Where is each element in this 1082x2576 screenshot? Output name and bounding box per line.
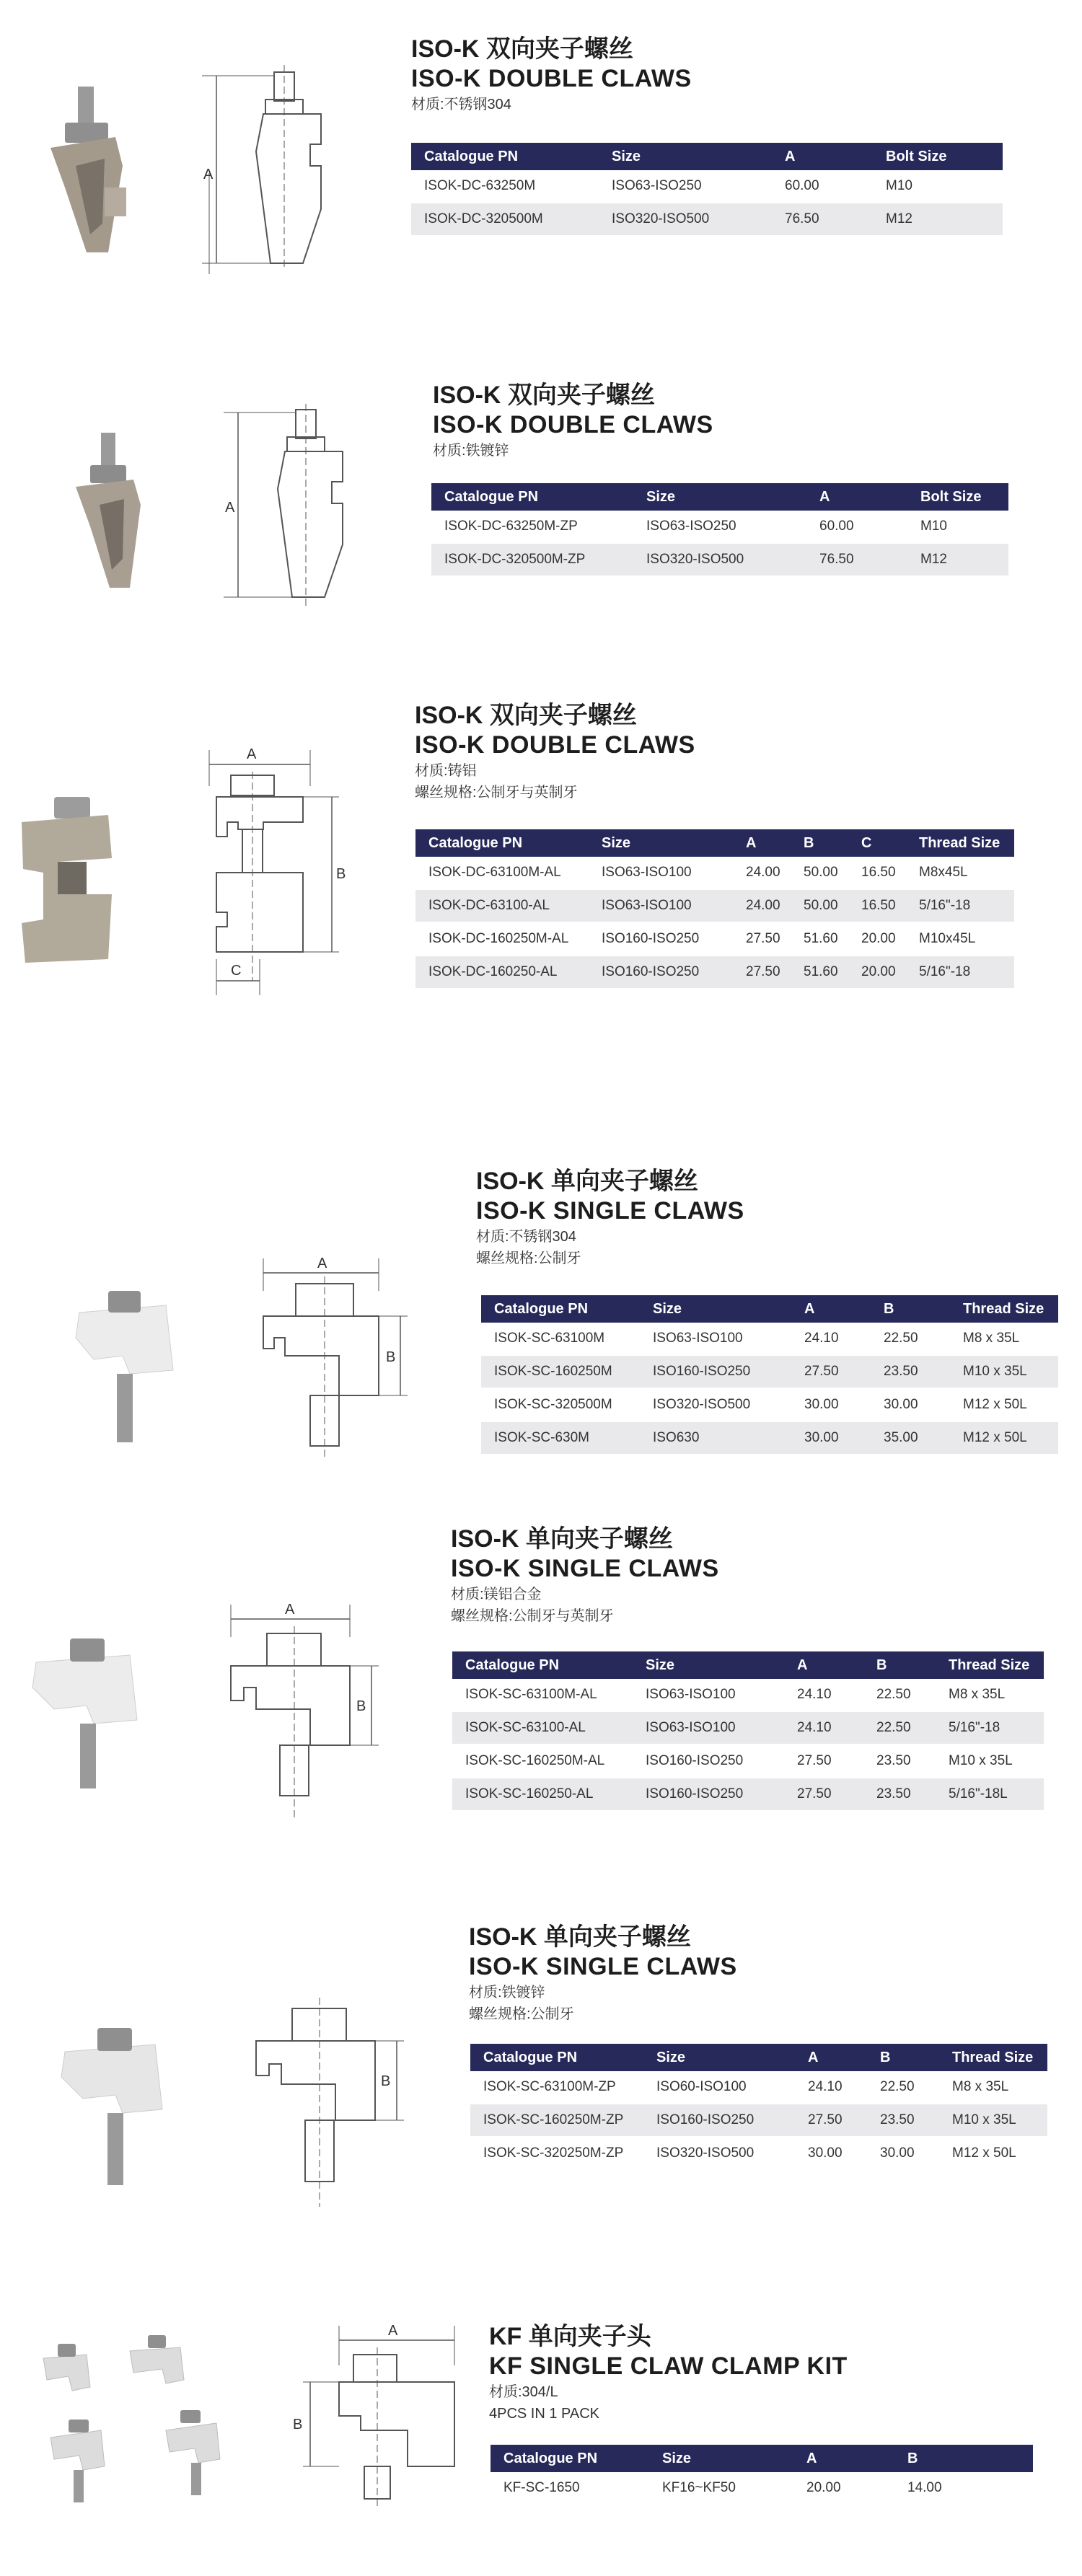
table-cell: M8x45L — [906, 857, 1014, 889]
table-row — [415, 889, 1014, 922]
table-cell: 22.50 — [867, 2071, 939, 2104]
section-cn-title: KF 单向夹子头 — [489, 2323, 651, 2350]
dim-label-a: A — [388, 2323, 398, 2339]
section-spec-line: 螺丝规格:公制牙 — [476, 1250, 581, 1266]
table-header-row — [415, 829, 1014, 857]
table-cell: 24.10 — [791, 1323, 871, 1355]
table-row — [431, 543, 1008, 576]
section-spec-line: 材质:镁铝合金 — [451, 1587, 542, 1602]
table-cell: ISO63-ISO100 — [589, 889, 733, 922]
dim-label-a: A — [285, 1602, 295, 1618]
col-header: Size — [643, 2044, 795, 2071]
table-cell: 76.50 — [772, 203, 873, 236]
table-row — [470, 2104, 1047, 2137]
table-cell: ISOK-DC-63100-AL — [415, 889, 589, 922]
table-cell: 24.00 — [733, 889, 791, 922]
product-section-2 — [0, 346, 1082, 635]
table-cell: 51.60 — [791, 956, 848, 989]
section-4-head — [476, 1167, 744, 1269]
table-cell: 23.50 — [871, 1355, 950, 1388]
col-header: A — [793, 2445, 894, 2472]
dim-label-a: A — [247, 746, 257, 762]
col-header: A — [772, 143, 873, 170]
table-cell: ISO63-ISO100 — [589, 857, 733, 889]
table-cell: 76.50 — [806, 543, 907, 576]
table-cell: ISO160-ISO250 — [633, 1744, 784, 1778]
col-header: B — [894, 2445, 1033, 2472]
section-5-head — [451, 1525, 719, 1627]
table-row — [452, 1744, 1044, 1778]
dim-label-c: C — [231, 963, 242, 979]
col-header: Thread Size — [906, 829, 1014, 857]
table-cell: M12 — [873, 203, 1003, 236]
section-spec-line: 材质:不锈钢304 — [476, 1229, 576, 1245]
table-cell: 30.00 — [871, 1388, 950, 1421]
table-cell: 20.00 — [848, 956, 906, 989]
table-cell: ISOK-SC-63100M-AL — [452, 1679, 633, 1711]
table-cell: M10 x 35L — [939, 2104, 1047, 2137]
table-cell: 60.00 — [806, 511, 907, 543]
table-cell: ISOK-DC-160250M-AL — [415, 922, 589, 956]
col-header: Bolt Size — [907, 483, 1008, 511]
spec-table-7 — [491, 2445, 1033, 2505]
col-header: Thread Size — [939, 2044, 1047, 2071]
table-cell: M12 — [907, 543, 1008, 576]
table-cell: 27.50 — [791, 1355, 871, 1388]
table-cell: ISOK-SC-63100M — [481, 1323, 640, 1355]
table-cell: 24.10 — [784, 1711, 863, 1744]
col-header: B — [863, 1651, 936, 1679]
table-cell: ISOK-DC-63250M — [411, 170, 599, 203]
table-cell: ISO160-ISO250 — [589, 922, 733, 956]
table-cell: ISOK-SC-63100M-ZP — [470, 2071, 643, 2104]
section-en-title: ISO-K DOUBLE CLAWS — [411, 65, 692, 92]
col-header: Catalogue PN — [470, 2044, 643, 2071]
spec-table-2 — [431, 483, 1008, 577]
single-claw-alloy-photo — [25, 1630, 148, 1796]
table-cell: 5/16"-18 — [906, 956, 1014, 989]
table-cell: ISOK-DC-63100M-AL — [415, 857, 589, 889]
table-cell: M8 x 35L — [939, 2071, 1047, 2104]
section-en-title: ISO-K SINGLE CLAWS — [451, 1555, 719, 1582]
table-cell: M10 — [907, 511, 1008, 543]
table-row — [470, 2071, 1047, 2104]
section-spec-line: 螺丝规格:公制牙与英制牙 — [415, 785, 578, 800]
table-cell: M8 x 35L — [950, 1323, 1058, 1355]
spec-table-3 — [415, 829, 1014, 989]
col-header: A — [784, 1651, 863, 1679]
table-row — [452, 1711, 1044, 1744]
section-en-title: ISO-K SINGLE CLAWS — [476, 1197, 744, 1225]
section-spec-line: 材质:304/L — [489, 2384, 558, 2400]
col-header: Catalogue PN — [481, 1295, 640, 1323]
spec-table-4 — [481, 1295, 1058, 1455]
table-row — [470, 2137, 1047, 2170]
table-cell: ISOK-SC-63100-AL — [452, 1711, 633, 1744]
table-cell: 60.00 — [772, 170, 873, 203]
table-cell: 14.00 — [894, 2472, 1033, 2505]
table-row — [415, 857, 1014, 889]
table-cell: ISO63-ISO250 — [633, 511, 806, 543]
spec-table-1 — [411, 143, 1003, 237]
table-cell: 20.00 — [793, 2472, 894, 2505]
col-header: Catalogue PN — [411, 143, 599, 170]
table-cell: 27.50 — [795, 2104, 867, 2137]
product-section-5 — [0, 1507, 1082, 1853]
table-cell: 30.00 — [791, 1388, 871, 1421]
table-cell: ISOK-DC-63250M-ZP — [431, 511, 633, 543]
table-cell: ISO63-ISO100 — [633, 1711, 784, 1744]
col-header: A — [806, 483, 907, 511]
table-cell: M12 x 50L — [939, 2137, 1047, 2170]
table-cell: 20.00 — [848, 922, 906, 956]
dim-label-b: B — [381, 2073, 391, 2089]
section-en-title: ISO-K SINGLE CLAWS — [469, 1953, 737, 1980]
table-cell: 22.50 — [863, 1711, 936, 1744]
product-section-3 — [0, 685, 1082, 1046]
dim-label-b: B — [336, 866, 346, 882]
col-header: Size — [633, 1651, 784, 1679]
table-row — [415, 956, 1014, 989]
table-cell: 23.50 — [867, 2104, 939, 2137]
table-cell: ISOK-DC-320500M — [411, 203, 599, 236]
table-cell: 23.50 — [863, 1744, 936, 1778]
dim-label-a: A — [317, 1256, 327, 1271]
claw-clamp-kit-drawing — [289, 2322, 469, 2510]
single-claw-drawing — [252, 1248, 418, 1464]
section-spec-line: 材质:不锈钢304 — [411, 97, 511, 113]
section-cn-title: ISO-K 单向夹子螺丝 — [476, 1168, 698, 1195]
claw-clamp-kit-photo — [29, 2329, 245, 2517]
section-spec-line: 螺丝规格:公制牙 — [469, 2006, 574, 2022]
col-header: B — [791, 829, 848, 857]
table-row — [481, 1388, 1058, 1421]
table-cell: 23.50 — [863, 1778, 936, 1811]
col-header: Size — [649, 2445, 793, 2472]
col-header: Thread Size — [936, 1651, 1044, 1679]
table-row — [452, 1778, 1044, 1811]
table-cell: 22.50 — [871, 1323, 950, 1355]
double-claw-aluminium-drawing — [195, 743, 361, 1010]
table-cell: M10 x 35L — [936, 1744, 1044, 1778]
col-header: Bolt Size — [873, 143, 1003, 170]
section-6-head — [469, 1923, 737, 2025]
table-cell: 16.50 — [848, 857, 906, 889]
single-claw-photo — [65, 1284, 188, 1450]
table-cell: 24.10 — [784, 1679, 863, 1711]
table-cell: M10x45L — [906, 922, 1014, 956]
table-header-row — [452, 1651, 1044, 1679]
spec-table-5 — [452, 1651, 1044, 1812]
table-cell: M8 x 35L — [936, 1679, 1044, 1711]
double-claw-photo — [36, 79, 137, 260]
table-cell: ISOK-SC-160250M-ZP — [470, 2104, 643, 2137]
col-header: Thread Size — [950, 1295, 1058, 1323]
section-3-head — [415, 701, 695, 803]
table-row — [411, 170, 1003, 203]
table-cell: ISO63-ISO100 — [633, 1679, 784, 1711]
single-claw-zinc-photo — [54, 2019, 177, 2192]
table-cell: 27.50 — [784, 1778, 863, 1811]
double-claw-zinc-drawing — [216, 404, 361, 613]
table-row — [491, 2472, 1033, 2505]
col-header: Size — [633, 483, 806, 511]
table-header-row — [470, 2044, 1047, 2071]
table-cell: ISO320-ISO500 — [599, 203, 772, 236]
table-cell: ISOK-SC-320250M-ZP — [470, 2137, 643, 2170]
col-header: Catalogue PN — [452, 1651, 633, 1679]
table-cell: 30.00 — [795, 2137, 867, 2170]
table-cell: ISO160-ISO250 — [640, 1355, 791, 1388]
col-header: B — [871, 1295, 950, 1323]
section-cn-title: ISO-K 单向夹子螺丝 — [451, 1525, 673, 1553]
section-en-title: ISO-K DOUBLE CLAWS — [433, 411, 713, 438]
table-row — [431, 511, 1008, 543]
table-cell: ISO320-ISO500 — [640, 1388, 791, 1421]
table-cell: 5/16"-18 — [936, 1711, 1044, 1744]
table-cell: KF-SC-1650 — [491, 2472, 649, 2505]
col-header: B — [867, 2044, 939, 2071]
col-header: A — [795, 2044, 867, 2071]
table-cell: 24.10 — [795, 2071, 867, 2104]
spec-table-6 — [470, 2044, 1047, 2171]
table-header-row — [481, 1295, 1058, 1323]
product-section-7 — [0, 2257, 1082, 2560]
table-cell: ISO63-ISO250 — [599, 170, 772, 203]
col-header: Catalogue PN — [491, 2445, 649, 2472]
table-row — [481, 1355, 1058, 1388]
table-cell: 30.00 — [791, 1421, 871, 1455]
col-header: A — [791, 1295, 871, 1323]
table-row — [411, 203, 1003, 236]
table-cell: M10 x 35L — [950, 1355, 1058, 1388]
table-cell: 27.50 — [784, 1744, 863, 1778]
table-cell: 51.60 — [791, 922, 848, 956]
table-cell: 5/16"-18 — [906, 889, 1014, 922]
col-header: A — [733, 829, 791, 857]
product-section-4 — [0, 1154, 1082, 1486]
table-header-row — [431, 483, 1008, 511]
table-row — [481, 1421, 1058, 1455]
double-claw-aluminium-photo — [14, 793, 123, 974]
table-header-row — [411, 143, 1003, 170]
table-cell: ISO320-ISO500 — [643, 2137, 795, 2170]
double-claw-drawing — [195, 65, 339, 274]
table-row — [415, 922, 1014, 956]
table-cell: 27.50 — [733, 922, 791, 956]
table-header-row — [491, 2445, 1033, 2472]
table-cell: ISO63-ISO100 — [640, 1323, 791, 1355]
table-cell: ISO630 — [640, 1421, 791, 1455]
table-cell: 27.50 — [733, 956, 791, 989]
col-header: Size — [589, 829, 733, 857]
dim-label-b: B — [386, 1349, 396, 1365]
section-spec-line: 材质:铁镀锌 — [433, 443, 509, 459]
dim-label-b: B — [293, 2417, 303, 2432]
table-cell: KF16~KF50 — [649, 2472, 793, 2505]
col-header: Catalogue PN — [415, 829, 589, 857]
table-cell: ISO320-ISO500 — [633, 543, 806, 576]
table-cell: ISO160-ISO250 — [589, 956, 733, 989]
col-header: Catalogue PN — [431, 483, 633, 511]
table-cell: M12 x 50L — [950, 1421, 1058, 1455]
single-claw-zinc-drawing — [245, 1983, 411, 2214]
table-cell: ISOK-SC-160250M-AL — [452, 1744, 633, 1778]
product-section-6 — [0, 1889, 1082, 2207]
section-7-head — [489, 2322, 848, 2425]
table-cell: ISOK-SC-320500M — [481, 1388, 640, 1421]
table-cell: ISOK-SC-630M — [481, 1421, 640, 1455]
table-cell: 30.00 — [867, 2137, 939, 2170]
table-cell: M10 — [873, 170, 1003, 203]
table-row — [452, 1679, 1044, 1711]
section-1-head — [411, 35, 692, 115]
table-cell: 16.50 — [848, 889, 906, 922]
col-header: Size — [599, 143, 772, 170]
table-cell: 50.00 — [791, 857, 848, 889]
table-cell: ISOK-DC-320500M-ZP — [431, 543, 633, 576]
section-cn-title: ISO-K 双向夹子螺丝 — [415, 702, 637, 729]
section-cn-title: ISO-K 双向夹子螺丝 — [411, 35, 633, 63]
double-claw-zinc-photo — [65, 425, 151, 591]
section-spec-line: 材质:铁镀锌 — [469, 1985, 545, 2001]
single-claw-alloy-drawing — [216, 1594, 390, 1825]
section-2-head — [433, 381, 713, 462]
col-header: C — [848, 829, 906, 857]
table-cell: ISOK-SC-160250M — [481, 1355, 640, 1388]
table-cell: ISOK-SC-160250-AL — [452, 1778, 633, 1811]
table-row — [481, 1323, 1058, 1355]
table-cell: ISO160-ISO250 — [633, 1778, 784, 1811]
table-cell: 35.00 — [871, 1421, 950, 1455]
section-en-title: ISO-K DOUBLE CLAWS — [415, 731, 695, 759]
section-cn-title: ISO-K 单向夹子螺丝 — [469, 1923, 691, 1951]
table-cell: M12 x 50L — [950, 1388, 1058, 1421]
table-cell: 5/16"-18L — [936, 1778, 1044, 1811]
table-cell: ISO60-ISO100 — [643, 2071, 795, 2104]
col-header: Size — [640, 1295, 791, 1323]
dim-label-a: A — [203, 167, 214, 182]
section-spec-line: 材质:铸铝 — [415, 763, 477, 779]
table-cell: 50.00 — [791, 889, 848, 922]
table-cell: 22.50 — [863, 1679, 936, 1711]
table-cell: ISOK-DC-160250-AL — [415, 956, 589, 989]
section-spec-line: 4PCS IN 1 PACK — [489, 2406, 600, 2422]
product-section-1 — [0, 0, 1082, 303]
table-cell: 24.00 — [733, 857, 791, 889]
dim-label-a: A — [225, 500, 235, 516]
section-en-title: KF SINGLE CLAW CLAMP KIT — [489, 2352, 848, 2380]
section-spec-line: 螺丝规格:公制牙与英制牙 — [451, 1608, 614, 1624]
table-cell: ISO160-ISO250 — [643, 2104, 795, 2137]
section-cn-title: ISO-K 双向夹子螺丝 — [433, 381, 655, 409]
dim-label-b: B — [356, 1698, 366, 1714]
